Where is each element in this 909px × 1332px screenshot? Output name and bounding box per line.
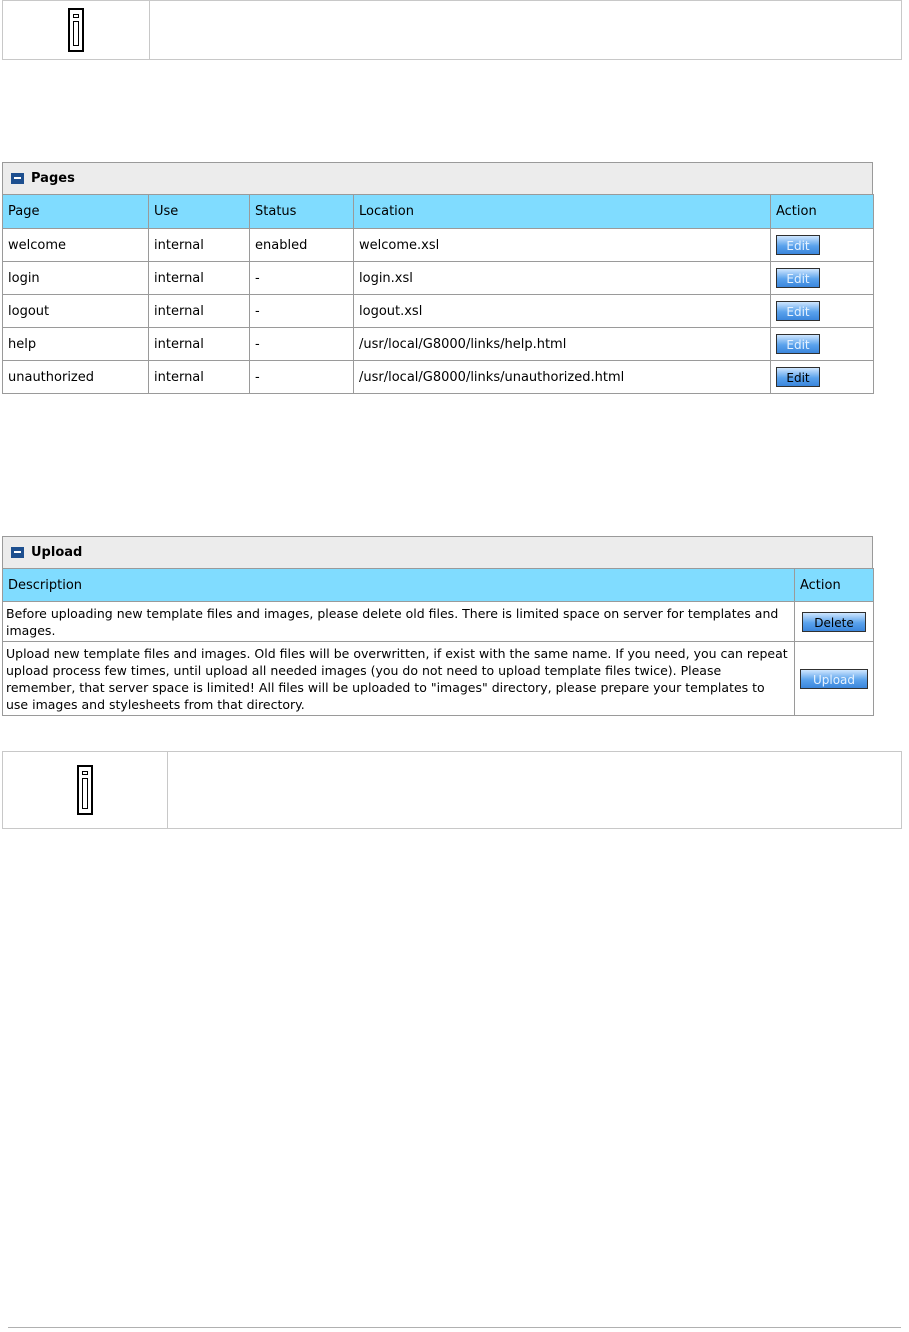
status-cell: - [250, 295, 354, 328]
upload-table [2, 568, 874, 716]
pages-header-row [3, 195, 874, 229]
info-note-bottom [2, 751, 902, 829]
action-cell [795, 602, 874, 642]
status-cell: - [250, 262, 354, 295]
edit-button-help[interactable]: Edit [776, 334, 820, 354]
table-row [3, 295, 874, 328]
edit-button-welcome[interactable]: Edit [776, 235, 820, 255]
action-cell [771, 295, 874, 328]
table-row [3, 361, 874, 394]
edit-button-logout[interactable]: Edit [776, 301, 820, 321]
page-cell: welcome [3, 229, 149, 262]
column-header-description: Description [3, 569, 795, 602]
location-cell: login.xsl [354, 262, 771, 295]
location-cell: welcome.xsl [354, 229, 771, 262]
table-row [3, 262, 874, 295]
pages-panel [2, 162, 873, 394]
upload-button[interactable]: Upload [800, 669, 868, 689]
table-row [3, 602, 874, 642]
page-cell: logout [3, 295, 149, 328]
use-cell: internal [149, 262, 250, 295]
info-icon [68, 8, 84, 52]
column-header-action: Action [795, 569, 874, 602]
action-cell [795, 642, 874, 716]
action-cell [771, 229, 874, 262]
arrow-right-icon [11, 547, 24, 558]
info-note-top [2, 0, 902, 60]
info-note-icon-cell [3, 1, 150, 59]
table-row [3, 642, 874, 716]
use-cell: internal [149, 229, 250, 262]
location-cell: logout.xsl [354, 295, 771, 328]
column-header-status: Status [250, 195, 354, 229]
page-cell: login [3, 262, 149, 295]
upload-header-row [3, 569, 874, 602]
column-header-location: Location [354, 195, 771, 229]
action-cell [771, 328, 874, 361]
action-cell [771, 262, 874, 295]
use-cell: internal [149, 361, 250, 394]
use-cell: internal [149, 328, 250, 361]
description-cell: Upload new template files and images. Old files will be overwritten, if exist with the same name. If you need, you can repeat upload process few times, until upload all needed images (you do not need to upload template files twice). Please remember, that server space is limited! All files will be uploaded to "images" directory, please prepare your templates to use images and stylesheets from that directory. [3, 642, 795, 716]
action-cell [771, 361, 874, 394]
location-cell: /usr/local/G8000/links/help.html [354, 328, 771, 361]
edit-button-unauthorized[interactable]: Edit [776, 367, 820, 387]
edit-button-login[interactable]: Edit [776, 268, 820, 288]
description-cell: Before uploading new template files and images, please delete old files. There is limited space on server for templates and images. [3, 602, 795, 642]
location-cell: /usr/local/G8000/links/unauthorized.html [354, 361, 771, 394]
status-cell: enabled [250, 229, 354, 262]
info-icon [77, 765, 93, 815]
page-cell: unauthorized [3, 361, 149, 394]
column-header-use: Use [149, 195, 250, 229]
column-header-action: Action [771, 195, 874, 229]
page-footer-divider [8, 1327, 901, 1328]
status-cell: - [250, 361, 354, 394]
pages-panel-title: Pages [31, 171, 75, 186]
pages-table [2, 194, 874, 394]
status-cell: - [250, 328, 354, 361]
column-header-page: Page [3, 195, 149, 229]
use-cell: internal [149, 295, 250, 328]
page-cell: help [3, 328, 149, 361]
upload-panel-header [2, 536, 873, 568]
upload-panel-title: Upload [31, 545, 83, 560]
table-row [3, 328, 874, 361]
info-note-icon-cell [3, 752, 168, 828]
pages-panel-header [2, 162, 873, 194]
table-row [3, 229, 874, 262]
delete-button[interactable]: Delete [802, 612, 866, 632]
arrow-right-icon [11, 173, 24, 184]
upload-panel [2, 536, 873, 716]
